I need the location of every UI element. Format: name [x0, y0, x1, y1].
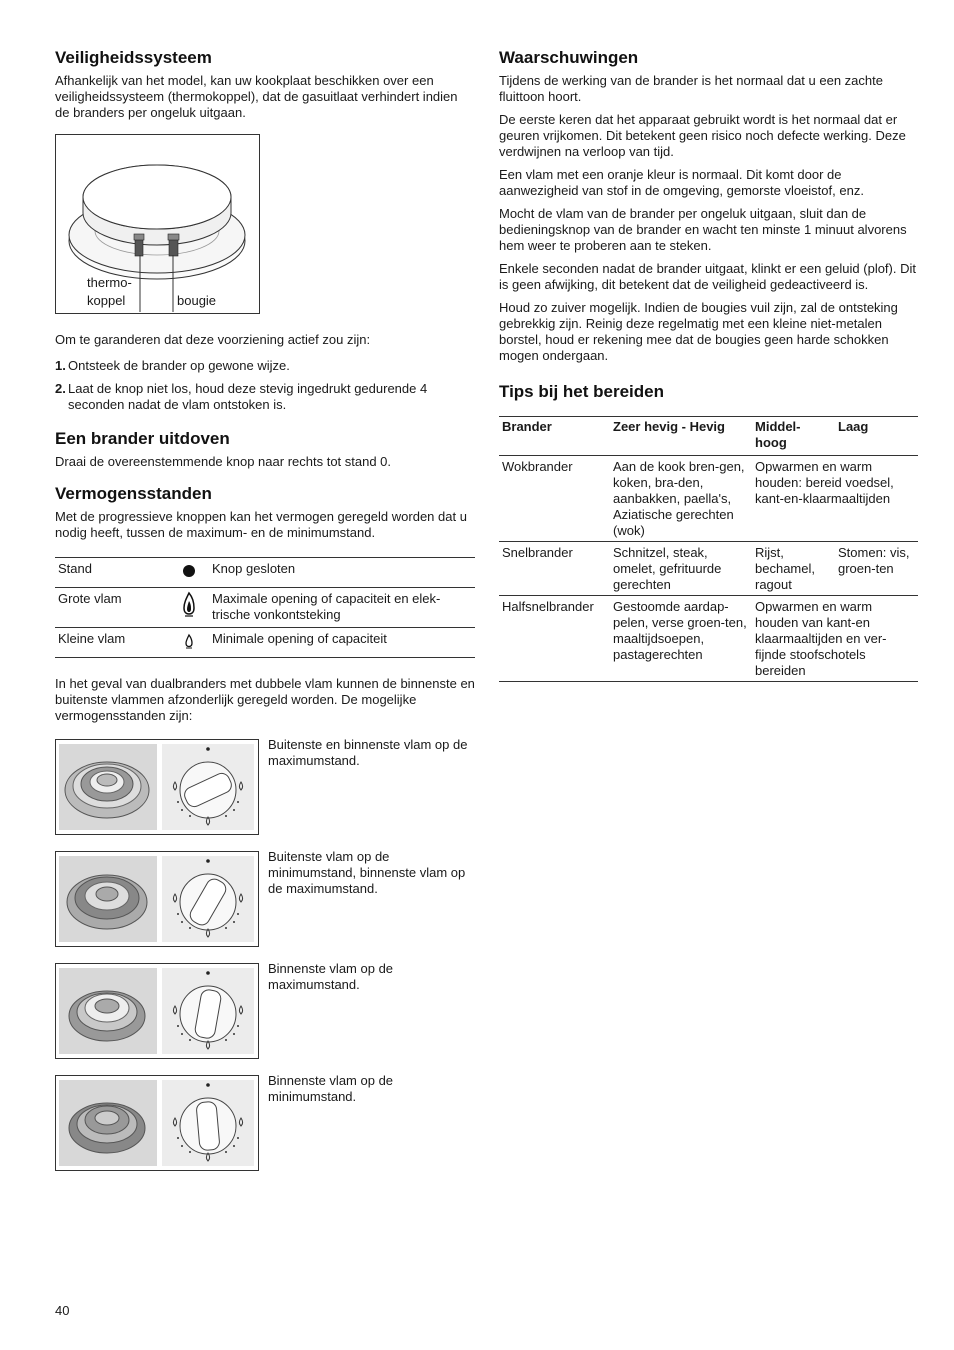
warning-paragraph: Tijdens de werking van de brander is het normaal dat u een zachte fluittoon hoort.	[499, 73, 883, 104]
column-header: Laag	[835, 417, 918, 456]
power-label: Stand	[55, 558, 170, 588]
power-label: Grote vlam	[55, 588, 170, 628]
dual-intro: In het geval van dualbranders met dubbele vlam kunnen de binnenste en buitenste vlammen afzonderlijk geregeld worden. De mogelijke vermogensstanden zijn:	[55, 676, 475, 723]
page-number: 40	[55, 1303, 70, 1318]
dual-burner-image	[55, 1075, 259, 1171]
dual-caption: Buitenste vlam op de minimumstand, binnenste vlam op de maximumstand.	[268, 849, 466, 896]
power-desc: Maximale opening of capaciteit en elek-trische vonkontsteking	[209, 588, 475, 628]
bougie-label: bougie	[177, 293, 217, 308]
power-text: Met de progressieve knoppen kan het vermogen geregeld worden dat u nodig heeft, tussen de maximum- en de minimumstand.	[55, 509, 467, 540]
table-row	[55, 628, 475, 658]
thermocouple-label-2: koppel	[87, 293, 126, 308]
safety-section	[55, 48, 475, 413]
extinguish-section	[55, 429, 475, 470]
table-row	[55, 588, 475, 628]
table-cell: Gestoomde aardap-pelen, verse groen-ten, maaltijdsoepen, pastagerechten	[610, 596, 752, 682]
knob-dial-icon	[162, 744, 254, 830]
table-cell: Aan de kook bren-gen, koken, bra-den, aanbakken, paella's, Aziatische gerechten (wok)	[610, 456, 752, 542]
extinguish-text: Draai de overeenstemmende knop naar rechts tot stand 0.	[55, 454, 392, 469]
thermocouple-label-1: thermo-	[87, 275, 132, 290]
dual-burner-image	[55, 963, 259, 1059]
dual-caption: Binnenste vlam op de minimumstand.	[268, 1073, 394, 1104]
tips-section	[499, 382, 919, 682]
tips-heading: Tips bij het bereiden	[499, 382, 664, 401]
table-cell: Wokbrander	[499, 456, 610, 542]
warning-paragraph: Enkele seconden nadat de brander uitgaat, klinkt er een geluid (plof). Dit is geen afwijking, dit betekent dat de veiligheid gedeactiveerd is.	[499, 261, 916, 292]
burner-photo	[59, 856, 157, 942]
table-cell: Schnitzel, steak, omelet, gefrituurde gerechten	[610, 542, 752, 596]
table-row	[499, 596, 918, 682]
dual-caption: Buitenste en binnenste vlam op de maximumstand.	[268, 737, 468, 768]
dual-burner-image	[55, 739, 259, 835]
dual-caption: Binnenste vlam op de maximumstand.	[268, 961, 394, 992]
dual-state	[55, 851, 475, 963]
table-header-row	[499, 417, 918, 456]
left-column	[55, 48, 475, 1201]
warning-paragraph: De eerste keren dat het apparaat gebruikt wordt is het normaal dat er geuren vrijkomen. Dit betekent geen risico noch defecte werking. Deze verdwijnen na verloop van tijd.	[499, 112, 906, 159]
dual-state	[55, 739, 475, 851]
power-desc: Knop gesloten	[209, 558, 475, 588]
burner-photo	[59, 968, 157, 1054]
warning-paragraph: Houd zo zuiver mogelijk. Indien de bougies vuil zijn, zal de ontsteking gebrekkig zijn. Reinig deze regelmatig met een kleine niet-metalen borstel, houd er rekening mee dat de bougies geen harde schokken mogen ondergaan.	[499, 300, 898, 363]
table-row	[499, 542, 918, 596]
column-header: Zeer hevig - Hevig	[610, 417, 752, 456]
knob-dial-icon	[162, 856, 254, 942]
table-row	[55, 558, 475, 588]
column-header: Brander	[499, 417, 610, 456]
step-item: 2. Laat de knop niet los, houd deze stevig ingedrukt gedurende 4 seconden nadat de vlam ontstoken is.	[55, 381, 428, 412]
small-flame-icon	[183, 631, 195, 649]
power-desc: Minimale opening of capaciteit	[209, 628, 475, 658]
knob-dial-icon	[162, 968, 254, 1054]
table-row	[499, 456, 918, 542]
thermocouple-figure	[55, 134, 260, 314]
burner-photo	[59, 744, 157, 830]
table-cell: Snelbrander	[499, 542, 610, 596]
guarantee-text: Om te garanderen dat deze voorziening actief zou zijn:	[55, 332, 371, 347]
burner-photo	[59, 1080, 157, 1166]
table-cell: Opwarmen en warm houden: bereid voedsel, kant-en-klaarmaaltijden	[752, 456, 918, 542]
power-heading: Vermogensstanden	[55, 484, 212, 503]
warnings-section	[499, 48, 919, 364]
power-label: Kleine vlam	[55, 628, 170, 658]
dual-state	[55, 1075, 475, 1187]
power-table	[55, 557, 475, 658]
table-cell: Rijst, bechamel, ragout	[752, 542, 835, 596]
knob-dial-icon	[162, 1080, 254, 1166]
warning-paragraph: Een vlam met een oranje kleur is normaal. Dit komt door de aanwezigheid van stof in de omgeving, gemorste vloeistof, enz.	[499, 167, 864, 198]
warnings-heading: Waarschuwingen	[499, 48, 639, 67]
dual-burner-image	[55, 851, 259, 947]
steps-list	[55, 358, 475, 413]
safety-intro: Afhankelijk van het model, kan uw kookplaat beschikken over een veiligheidssysteem (thermokoppel), dat de gasuitlaat verhindert indien de branders per ongeluk uitgaan.	[55, 73, 458, 120]
table-cell: Stomen: vis, groen-ten	[835, 542, 918, 596]
step-item: 1. Ontsteek de brander op gewone wijze.	[55, 358, 290, 373]
large-flame-icon	[182, 591, 196, 617]
extinguish-heading: Een brander uitdoven	[55, 429, 230, 448]
warning-paragraph: Mocht de vlam van de brander per ongeluk uitgaan, sluit dan de bedieningsknop van de brander en wacht ten minste 1 minuut alvorens hem weer te proberen aan te steken.	[499, 206, 907, 253]
power-section	[55, 484, 475, 1187]
table-cell: Opwarmen en warm houden van kant-en klaarmaaltijden en ver-fijnde stoofschotels bereiden	[752, 596, 918, 682]
column-header: Middel-hoog	[752, 417, 835, 456]
dot-icon	[182, 561, 196, 579]
dual-state	[55, 963, 475, 1075]
table-cell: Halfsnelbrander	[499, 596, 610, 682]
safety-heading: Veiligheidssysteem	[55, 48, 212, 67]
right-column	[499, 48, 919, 696]
tips-table	[499, 416, 918, 682]
